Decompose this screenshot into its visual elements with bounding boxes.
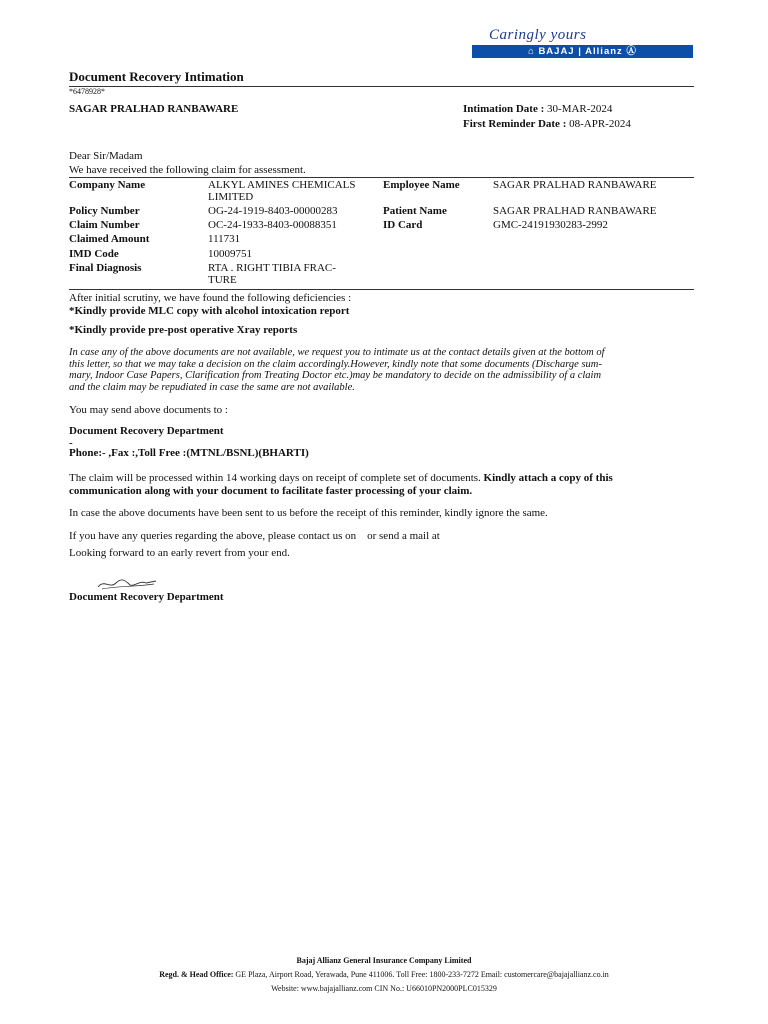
footer-company-name: Bajaj Allianz General Insurance Company Limited: [296, 956, 472, 965]
final-diagnosis-label: Final Diagnosis: [69, 262, 142, 274]
closing-statement: Looking forward to an early revert from your end.: [69, 547, 290, 559]
address-placeholder: -: [69, 437, 73, 449]
intimation-date: [463, 103, 612, 115]
reference-code: *6478928*: [69, 87, 105, 96]
imd-code-value: 10009751: [208, 248, 252, 260]
claim-number-value: OC-24-1933-8403-00088351: [208, 219, 337, 231]
claimed-amount-value: 111731: [208, 233, 241, 245]
employee-name-label: Employee Name: [383, 179, 460, 191]
salutation: Dear Sir/Madam: [69, 150, 143, 162]
footer-office-address: [0, 968, 768, 982]
final-diagnosis-value: RTA . RIGHT TIBIA FRAC-: [208, 262, 336, 274]
signature-department: Document Recovery Department: [69, 591, 224, 603]
company-logo: ⌂ BAJAJ | Allianz Ⓐ: [472, 45, 693, 58]
recipient-name: SAGAR PRALHAD RANBAWARE: [69, 103, 239, 115]
notice-line: and the claim may be repudiated in case the same are not available.: [69, 381, 355, 393]
deficiencies-intro: After initial scrutiny, we have found the following deficiencies :: [69, 292, 352, 304]
id-card-label: ID Card: [383, 219, 423, 231]
processing-text: The claim will be processed within 14 working days on receipt of complete set of documents.: [69, 472, 484, 484]
imd-code-label: IMD Code: [69, 248, 119, 260]
details-top-rule: [69, 177, 694, 178]
company-name-value: ALKYL AMINES CHEMICALS LIMITED: [208, 179, 356, 203]
patient-name-label: Patient Name: [383, 205, 447, 217]
first-reminder-date: [463, 118, 631, 130]
logo-tagline: Caringly yours: [489, 27, 587, 43]
claim-number-label: Claim Number: [69, 219, 140, 231]
queries-statement: If you have any queries regarding the above, please contact us on or send a mail at: [69, 530, 440, 542]
footer-office-text: GE Plaza, Airport Road, Yerawada, Pune 411006. Toll Free: 1800-233-7272 Email: customercare@bajajallianz.co.in: [233, 970, 609, 979]
attach-instruction-cont: communication along with your document to facilitate faster processing of your claim.: [69, 485, 473, 497]
employee-name-value: SAGAR PRALHAD RANBAWARE: [493, 179, 657, 191]
notice-line: this letter, so that we may take a decision on the claim accordingly.However, kindly note that some documents (Discharge sum-: [69, 358, 602, 370]
attach-instruction: Kindly attach a copy of this: [483, 472, 613, 484]
notice-line: In case any of the above documents are not available, we request you to intimate us at the contact details given at the bottom of: [69, 347, 605, 358]
intimation-date-label: Intimation Date :: [463, 103, 545, 115]
recovery-department-heading: Document Recovery Department: [69, 425, 224, 437]
received-statement: We have received the following claim for assessment.: [69, 164, 306, 176]
claimed-amount-label: Claimed Amount: [69, 233, 150, 245]
id-card-value: GMC-24191930283-2992: [493, 219, 608, 231]
title-divider: [69, 86, 694, 87]
notice-line: mary, Indoor Case Papers, Clarification from Treating Doctor etc.)may be mandatory to decide on the admissibility of a claim: [69, 370, 602, 381]
footer-website: Website: www.bajajallianz.com CIN No.: U66010PN2000PLC015329: [271, 984, 497, 993]
contact-numbers: Phone:- ,Fax :,Toll Free :(MTNL/BSNL)(BHARTI): [69, 447, 309, 459]
reminder-date-value: 08-APR-2024: [569, 118, 631, 130]
intimation-date-value: 30-MAR-2024: [547, 103, 613, 115]
deficiency-item: *Kindly provide MLC copy with alcohol intoxication report: [69, 305, 350, 317]
final-diagnosis-value-cont: TURE: [208, 274, 237, 286]
deficiency-item: *Kindly provide pre-post operative Xray reports: [69, 324, 298, 336]
policy-number-label: Policy Number: [69, 205, 140, 217]
ignore-statement: In case the above documents have been sent to us before the receipt of this reminder, kindly ignore the same.: [69, 507, 548, 519]
documents-notice: [69, 347, 700, 393]
reminder-date-label: First Reminder Date :: [463, 118, 567, 130]
send-documents-intro: You may send above documents to :: [69, 404, 228, 416]
company-name-label: Company Name: [69, 179, 146, 191]
page-footer: [0, 954, 768, 996]
footer-office-label: Regd. & Head Office:: [159, 970, 234, 979]
details-bottom-rule: [69, 289, 694, 290]
page-title: Document Recovery Intimation: [69, 69, 244, 84]
policy-number-value: OG-24-1919-8403-00000283: [208, 205, 338, 217]
patient-name-value: SAGAR PRALHAD RANBAWARE: [493, 205, 657, 217]
processing-statement: [69, 472, 700, 498]
